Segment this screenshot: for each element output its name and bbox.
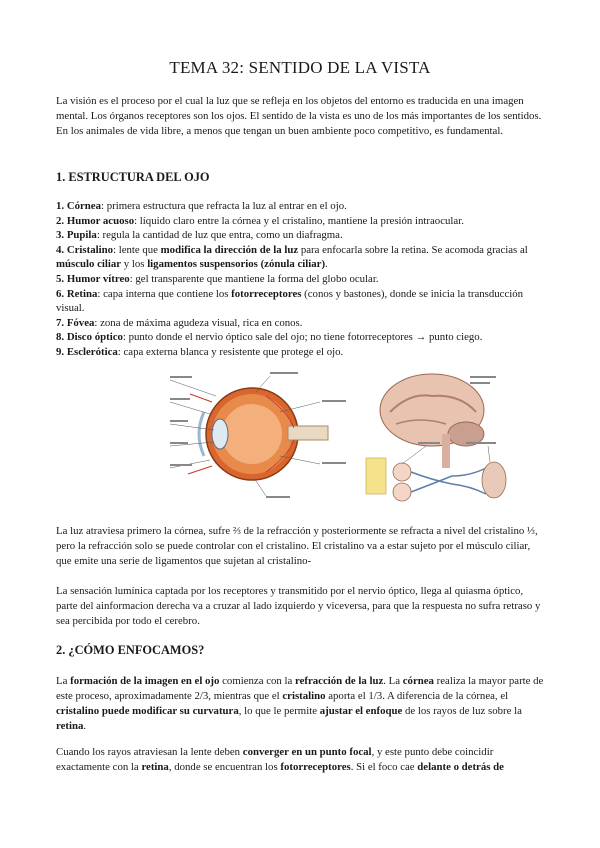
list-item [56,243,544,272]
item-emphasis: modifica la dirección de la luz [160,243,299,256]
list-item [56,228,544,243]
item-number: 3. [56,229,65,242]
text-emphasis: córnea [402,675,434,687]
item-emphasis: ligamentos suspensorios (zónula ciliar) [147,258,326,271]
item-term: Córnea [66,200,101,212]
text-run: aporta el 1/3. A diferencia de la córnea, el [325,690,509,702]
eyeball-illustration [188,388,328,480]
item-number: 2. [56,214,65,227]
text-emphasis: converger en un punto focal [242,746,372,758]
focus-paragraph-1 [56,674,544,734]
eye-anatomy-figure [170,372,550,504]
brain-illustration [380,374,484,468]
item-number: 5. [56,272,65,285]
text-run: , donde se encuentran los [168,761,281,773]
item-term: Disco óptico [66,331,123,344]
text-run: realiza la mayor parte de este proceso, aproximadamente 2/3, mientras que el [56,675,544,702]
list-item [56,214,544,229]
text-emphasis: ajustar el enfoque [319,705,403,717]
quiasma-paragraph: La sensación lumínica captada por los receptores y transmitido por el nervio óptico, llega al quiasma óptico, parte del ainformacion derecha va a cruzar al lado izquierdo y viceversa, para que la respuesta no sufra retraso y sea percibida por todo el cerebro. [56,585,541,627]
item-text: para enfocarla sobre la retina. Se acomoda gracias al [298,243,528,256]
intro-paragraph: La visión es el proceso por el cual la luz que se refleja en los objetos del entorno es traducida en una imagen mental. Los órganos receptores son los ojos. El sentido de la vista es uno de los más importantes de los sentidos. En los animales de vida libre, a menos que tengan un buen ambiente poco competitivo, es fundamental. [56,95,542,137]
text-emphasis: formación de la imagen en el ojo [70,675,220,687]
list-item [56,199,544,214]
section-1-heading: 1. ESTRUCTURA DEL OJO [56,170,210,184]
text-emphasis: cristalino puede modificar su curvatura [56,705,239,717]
text-run: Cuando los rayos atraviesan la lente deben [56,746,243,758]
item-text: : zona de máxima agudeza visual, rica en conos. [94,316,303,329]
item-emphasis: fotorreceptores [231,287,302,300]
item-term: Esclerótica [66,345,118,358]
text-run: . Si el foco cae [350,761,418,773]
text-emphasis: fotorreceptores [280,761,351,773]
item-text: : lente que [113,243,161,256]
text-run: de los rayos de luz sobre la [402,705,522,717]
text-run: , lo que le permite [238,705,320,717]
eye-structure-list [56,199,544,360]
item-term: Cristalino [66,243,113,256]
section-2-heading: 2. ¿CÓMO ENFOCAMOS? [56,643,205,657]
text-emphasis: retina [56,720,84,732]
text-run: La [56,675,71,687]
item-number: 9. [56,345,65,358]
item-number: 4. [56,243,65,256]
item-text: : primera estructura que refracta la luz al entrar en el ojo. [101,200,347,212]
refraction-paragraph: La luz atraviesa primero la córnea, sufre ⅔ de la refracción y posteriormente se refracta a nivel del cristalino ⅓, pero la refracción solo se puede controlar con el cristalino. El cristalino va a estar sujeto por el músculo ciliar, que emite una serie de ligamentos que sujetan al cristalino- [56,525,538,567]
list-item [56,272,544,287]
text-emphasis: cristalino [282,690,326,702]
page-title: TEMA 32: SENTIDO DE LA VISTA [169,58,431,77]
list-item [56,345,544,360]
item-text: (conos y bastones), donde se inicia la transducción visual. [56,287,524,315]
item-text: y los [121,258,148,271]
text-emphasis: refracción de la luz [294,675,384,687]
item-term: Pupila [66,229,97,242]
item-term: Retina [66,287,98,300]
item-term: Humor vítreo [66,272,130,285]
item-number: 8. [56,331,65,344]
text-run: . [83,720,87,732]
item-term: Fóvea [66,316,95,329]
item-text: . [325,258,328,271]
item-number: 7. [56,316,65,329]
item-number: 1. [56,200,65,212]
focus-paragraph-2 [56,745,544,775]
text-run: . La [383,675,403,687]
list-item [56,287,544,316]
item-text: : líquido claro entre la córnea y el cristalino, mantiene la presión intraocular. [134,214,464,227]
list-item [56,316,544,331]
text-emphasis: retina [141,761,169,773]
text-emphasis: delante o detrás de [417,761,504,773]
item-text: : regula la cantidad de luz que entra, como un diafragma. [96,229,343,242]
item-text: : capa externa blanca y resistente que protege el ojo. [117,345,344,358]
item-text: : punto donde el nervio óptico sale del ojo; no tiene fotorreceptores → punto ciego. [122,331,483,344]
text-run: comienza con la [219,675,295,687]
item-emphasis: músculo ciliar [56,258,122,271]
item-text: : gel transparente que mantiene la forma del globo ocular. [129,272,379,285]
list-item [56,330,544,345]
item-number: 6. [56,287,65,300]
text-run: , y este punto debe coincidir exactamente con la [56,746,494,773]
item-term: Humor acuoso [66,214,135,227]
item-text: : capa interna que contiene los [97,287,232,300]
